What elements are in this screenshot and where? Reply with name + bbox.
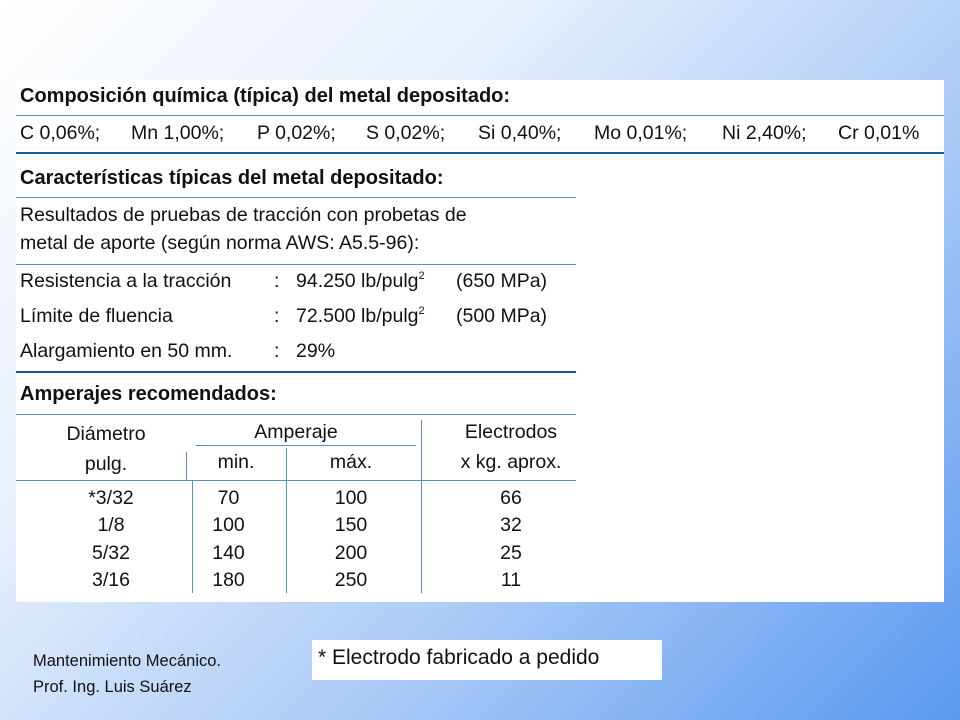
elongation-sep: : xyxy=(274,340,280,362)
col-diameter-header: Diámetro xyxy=(66,423,146,445)
electrodes-cell: 66 xyxy=(500,487,522,509)
element-mn: Mn 1,00%; xyxy=(131,122,225,144)
tensile-intro-line1: Resultados de pruebas de tracción con probetas de xyxy=(20,204,467,226)
diameter-cell: *3/32 xyxy=(88,487,134,509)
tensile-strength-sep: : xyxy=(274,270,280,292)
tensile-strength-mpa: (650 MPa) xyxy=(456,270,548,292)
table-header-divider xyxy=(16,480,576,481)
amperage-underline xyxy=(196,445,416,446)
tensile-intro-line2: metal de aporte (según norma AWS: A5.5-96): xyxy=(20,232,420,254)
divider xyxy=(16,115,944,116)
footer-author: Prof. Ing. Luis Suárez xyxy=(33,678,192,696)
electrodes-cell: 25 xyxy=(500,542,522,564)
col-min-header: min. xyxy=(217,451,255,473)
spec-sheet xyxy=(16,80,944,602)
column-divider xyxy=(421,420,422,593)
footer-course: Mantenimiento Mecánico. xyxy=(33,652,222,670)
amperage-heading: Amperajes recomendados: xyxy=(20,383,277,405)
composition-heading: Composición química (típica) del metal depositado: xyxy=(20,85,511,107)
diameter-cell: 3/16 xyxy=(92,569,130,591)
divider xyxy=(16,414,576,415)
yield-limit-value: 72.500 lb/pulg$^2$ xyxy=(296,305,425,327)
element-s: S 0,02%; xyxy=(366,122,446,144)
element-c: C 0,06%; xyxy=(20,122,101,144)
column-divider xyxy=(286,448,287,593)
element-cr: Cr 0,01% xyxy=(838,122,920,144)
yield-limit-mpa: (500 MPa) xyxy=(456,305,548,327)
min-cell: 180 xyxy=(212,569,245,591)
divider xyxy=(16,264,576,265)
tensile-strength-value: 94.250 lb/pulg$^2$ xyxy=(296,270,425,292)
elongation-label: Alargamiento en 50 mm. xyxy=(20,340,233,362)
max-cell: 250 xyxy=(334,569,368,591)
element-p: P 0,02%; xyxy=(257,122,336,144)
custom-order-note-text: * Electrodo fabricado a pedido xyxy=(318,646,600,669)
diameter-cell: 5/32 xyxy=(92,542,130,564)
tensile-strength-label: Resistencia a la tracción xyxy=(20,270,232,292)
column-divider xyxy=(192,480,193,593)
max-cell: 150 xyxy=(334,514,368,536)
yield-limit-label: Límite de fluencia xyxy=(20,305,173,327)
yield-limit-sep: : xyxy=(274,305,280,327)
col-amperage-header: Amperaje xyxy=(254,421,338,443)
characteristics-heading: Características típicas del metal depositado: xyxy=(20,167,444,189)
electrodes-cell: 11 xyxy=(500,569,522,591)
element-si: Si 0,40%; xyxy=(478,122,562,144)
section-divider xyxy=(16,152,944,154)
max-cell: 200 xyxy=(334,542,368,564)
col-electrodes-header: Electrodos xyxy=(464,421,558,443)
min-cell: 70 xyxy=(217,487,240,509)
max-cell: 100 xyxy=(334,487,368,509)
element-mo: Mo 0,01%; xyxy=(594,122,688,144)
divider xyxy=(16,197,576,198)
element-ni: Ni 2,40%; xyxy=(722,122,807,144)
min-cell: 140 xyxy=(212,542,245,564)
diameter-cell: 1/8 xyxy=(97,514,125,536)
section-divider xyxy=(16,371,576,373)
col-max-header: máx. xyxy=(329,451,373,473)
col-electrodes-unit: x kg. aprox. xyxy=(460,451,562,473)
col-diameter-unit: pulg. xyxy=(84,453,128,475)
column-divider xyxy=(186,452,187,480)
custom-order-note xyxy=(312,640,662,680)
electrodes-cell: 32 xyxy=(500,514,522,536)
elongation-value: 29% xyxy=(296,340,336,362)
min-cell: 100 xyxy=(212,514,245,536)
